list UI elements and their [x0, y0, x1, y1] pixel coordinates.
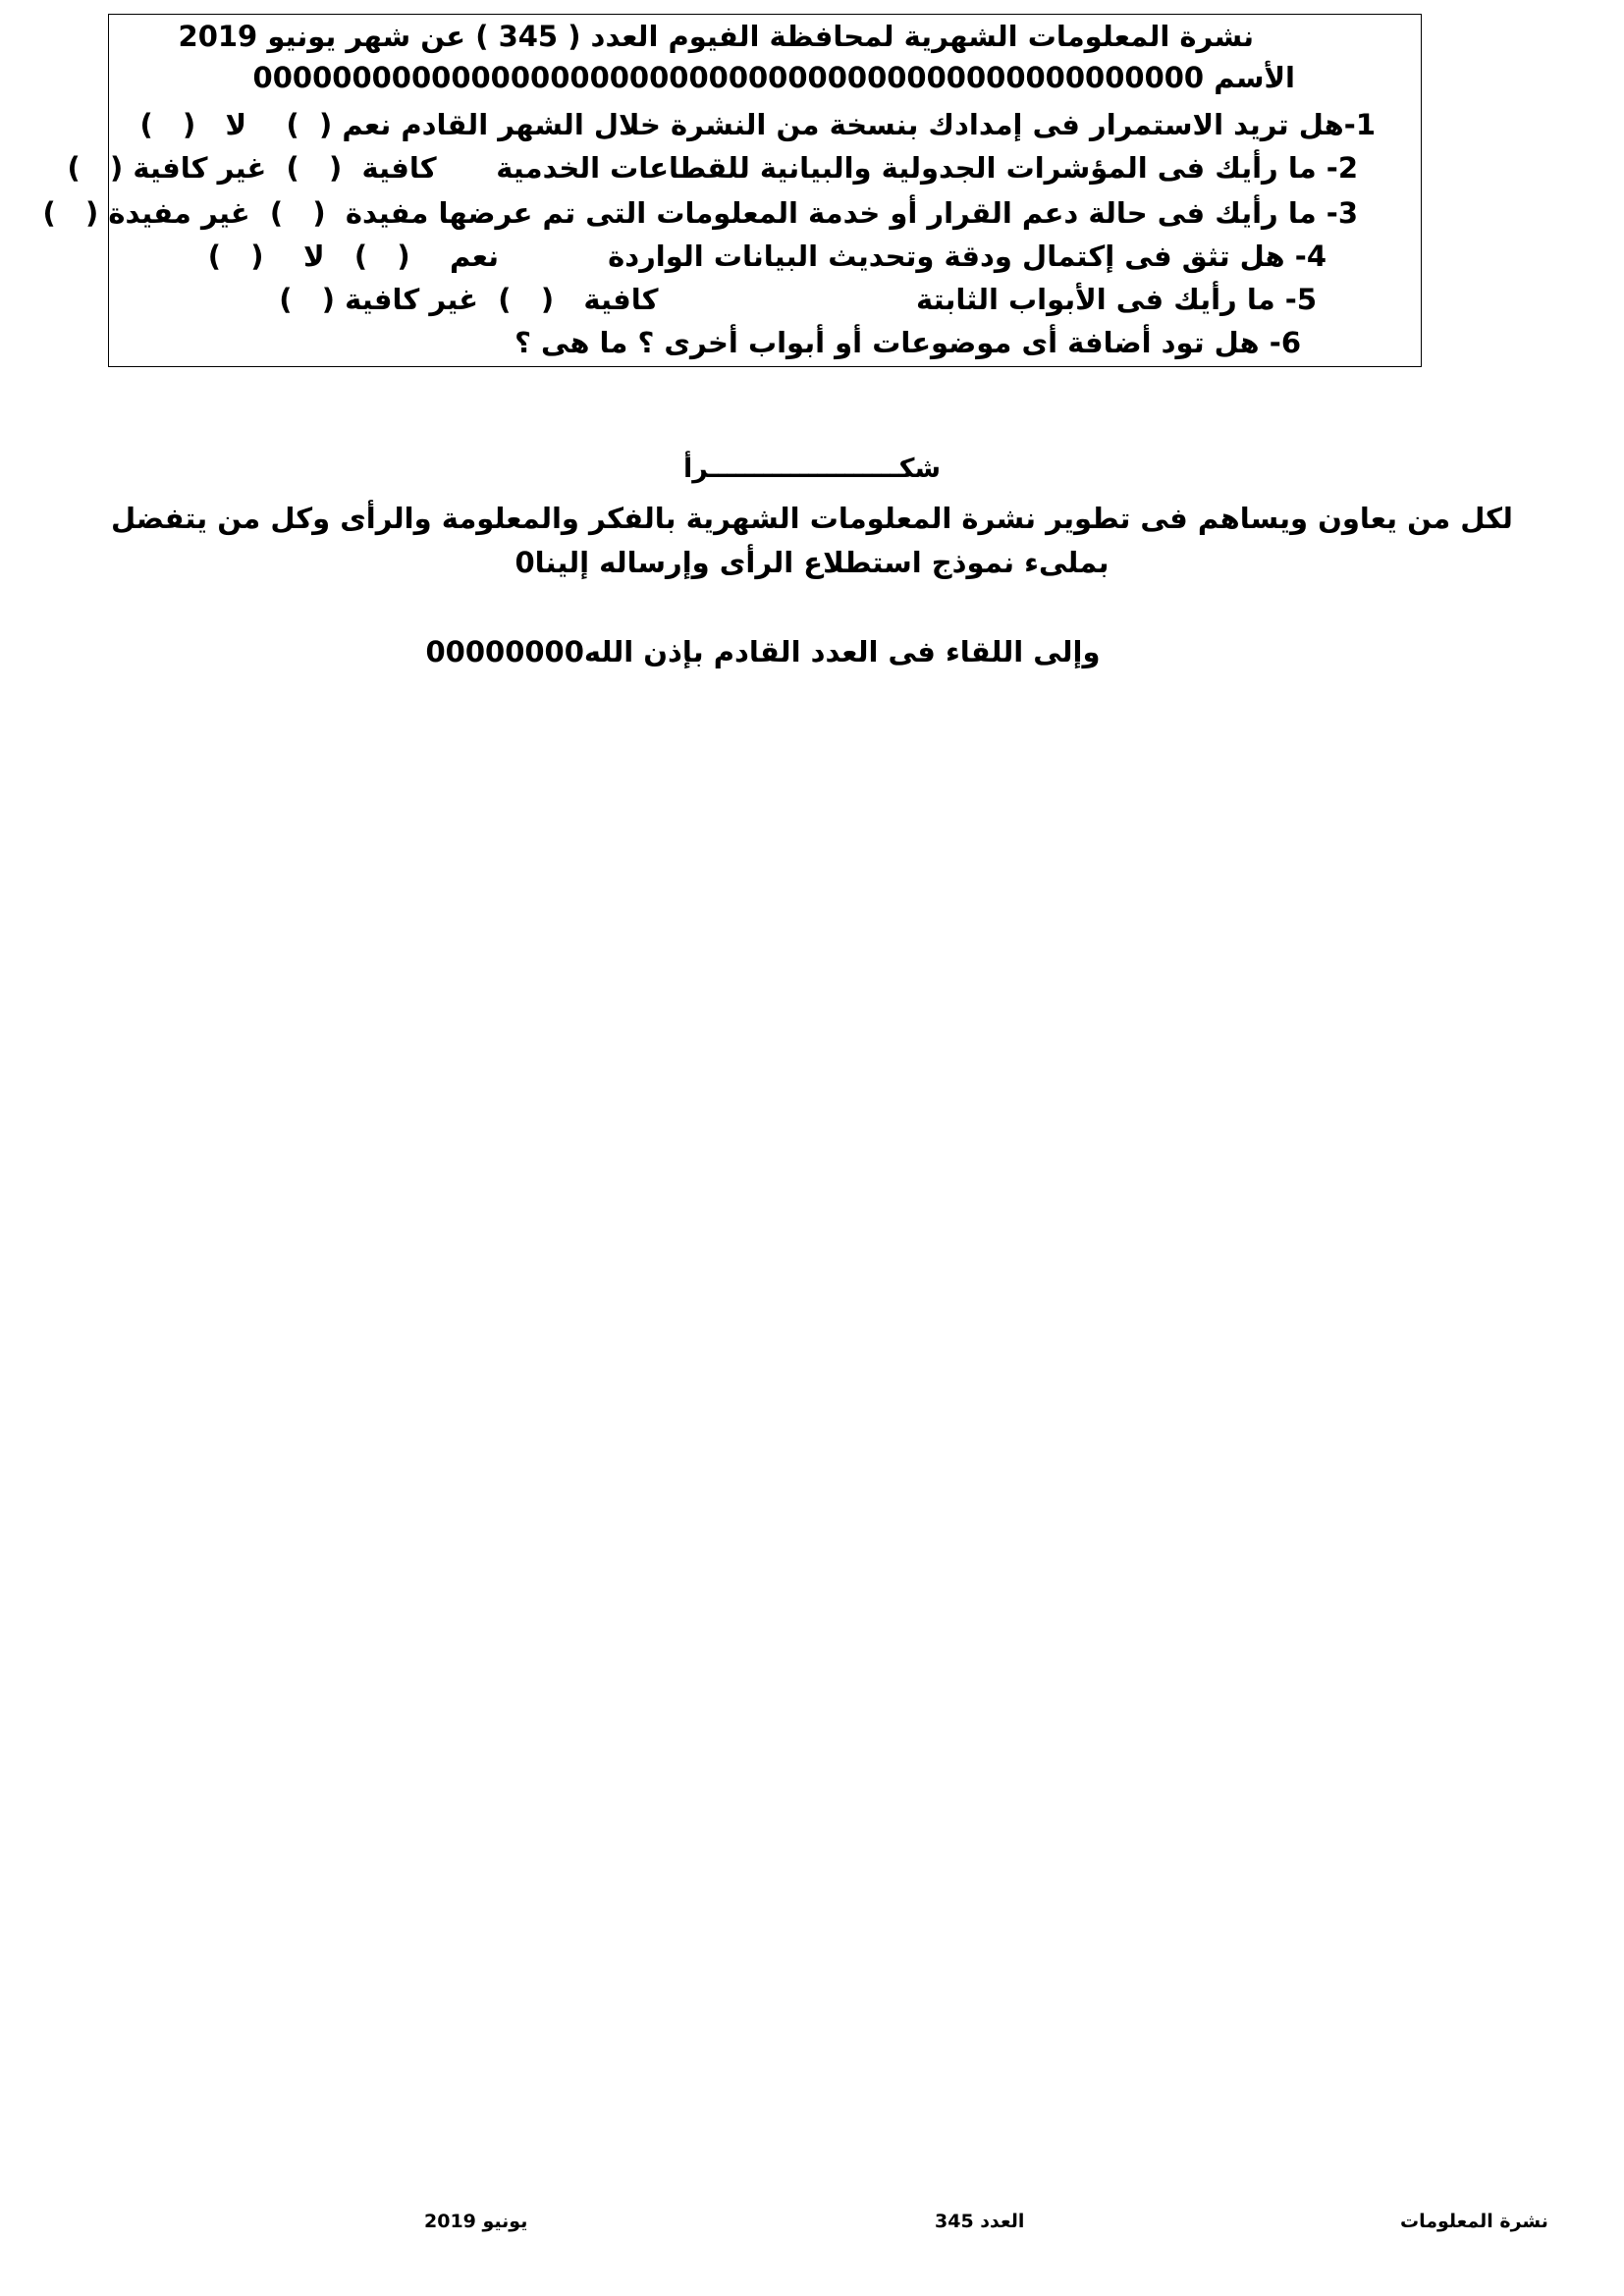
survey-title: نشرة المعلومات الشهرية لمحافظة الفيوم العدد ( 345 ) عن شهر يونيو 2019: [178, 20, 1254, 53]
thanks-line-2: بملىء نموذج استطلاع الرأى وإرساله إلينا0: [514, 546, 1110, 579]
question-2: 2- ما رأيك فى المؤشرات الجدولية والبيانية للقطاعات الخدمية كافية ( ) غير كافية ( ): [67, 151, 1358, 185]
question-3: 3- ما رأيك فى حالة دعم القرار أو خدمة المعلومات التى تم عرضها مفيدة ( ) غير مفيدة ( ): [42, 196, 1358, 230]
closing-line: وإلى اللقاء فى العدد القادم بإذن الله00000000: [425, 635, 1101, 668]
footer-issue: العدد 345: [935, 2211, 1025, 2232]
footer-date: يونيو 2019: [424, 2211, 528, 2232]
survey-form-box: [42, 14, 1422, 367]
question-5: 5- ما رأيك فى الأبواب الثابتة كافية ( ) غير كافية ( ): [279, 283, 1317, 316]
question-4: 4- هل تثق فى إكتمال ودقة وتحديث البيانات الواردة نعم ( ) لا ( ): [207, 240, 1326, 273]
footer-publication: نشرة المعلومات: [1400, 2211, 1548, 2232]
name-field-line: الأسم 000000000000000000000000000000000000000000000000: [252, 61, 1295, 94]
thanks-line-1: لكل من يعاون ويساهم فى تطوير نشرة المعلومات الشهرية بالفكر والمعلومة والرأى وكل من يتفضل: [111, 502, 1513, 535]
question-6: 6- هل تود أضافة أى موضوعات أو أبواب أخرى ؟ ما هى ؟: [514, 326, 1301, 359]
thanks-heading: شكـــــــــــــــــــــرأ: [682, 454, 942, 484]
question-1: 1-هل تريد الاستمرار فى إمدادك بنسخة من النشرة خلال الشهر القادم نعم ( ) لا ( ): [139, 108, 1376, 141]
